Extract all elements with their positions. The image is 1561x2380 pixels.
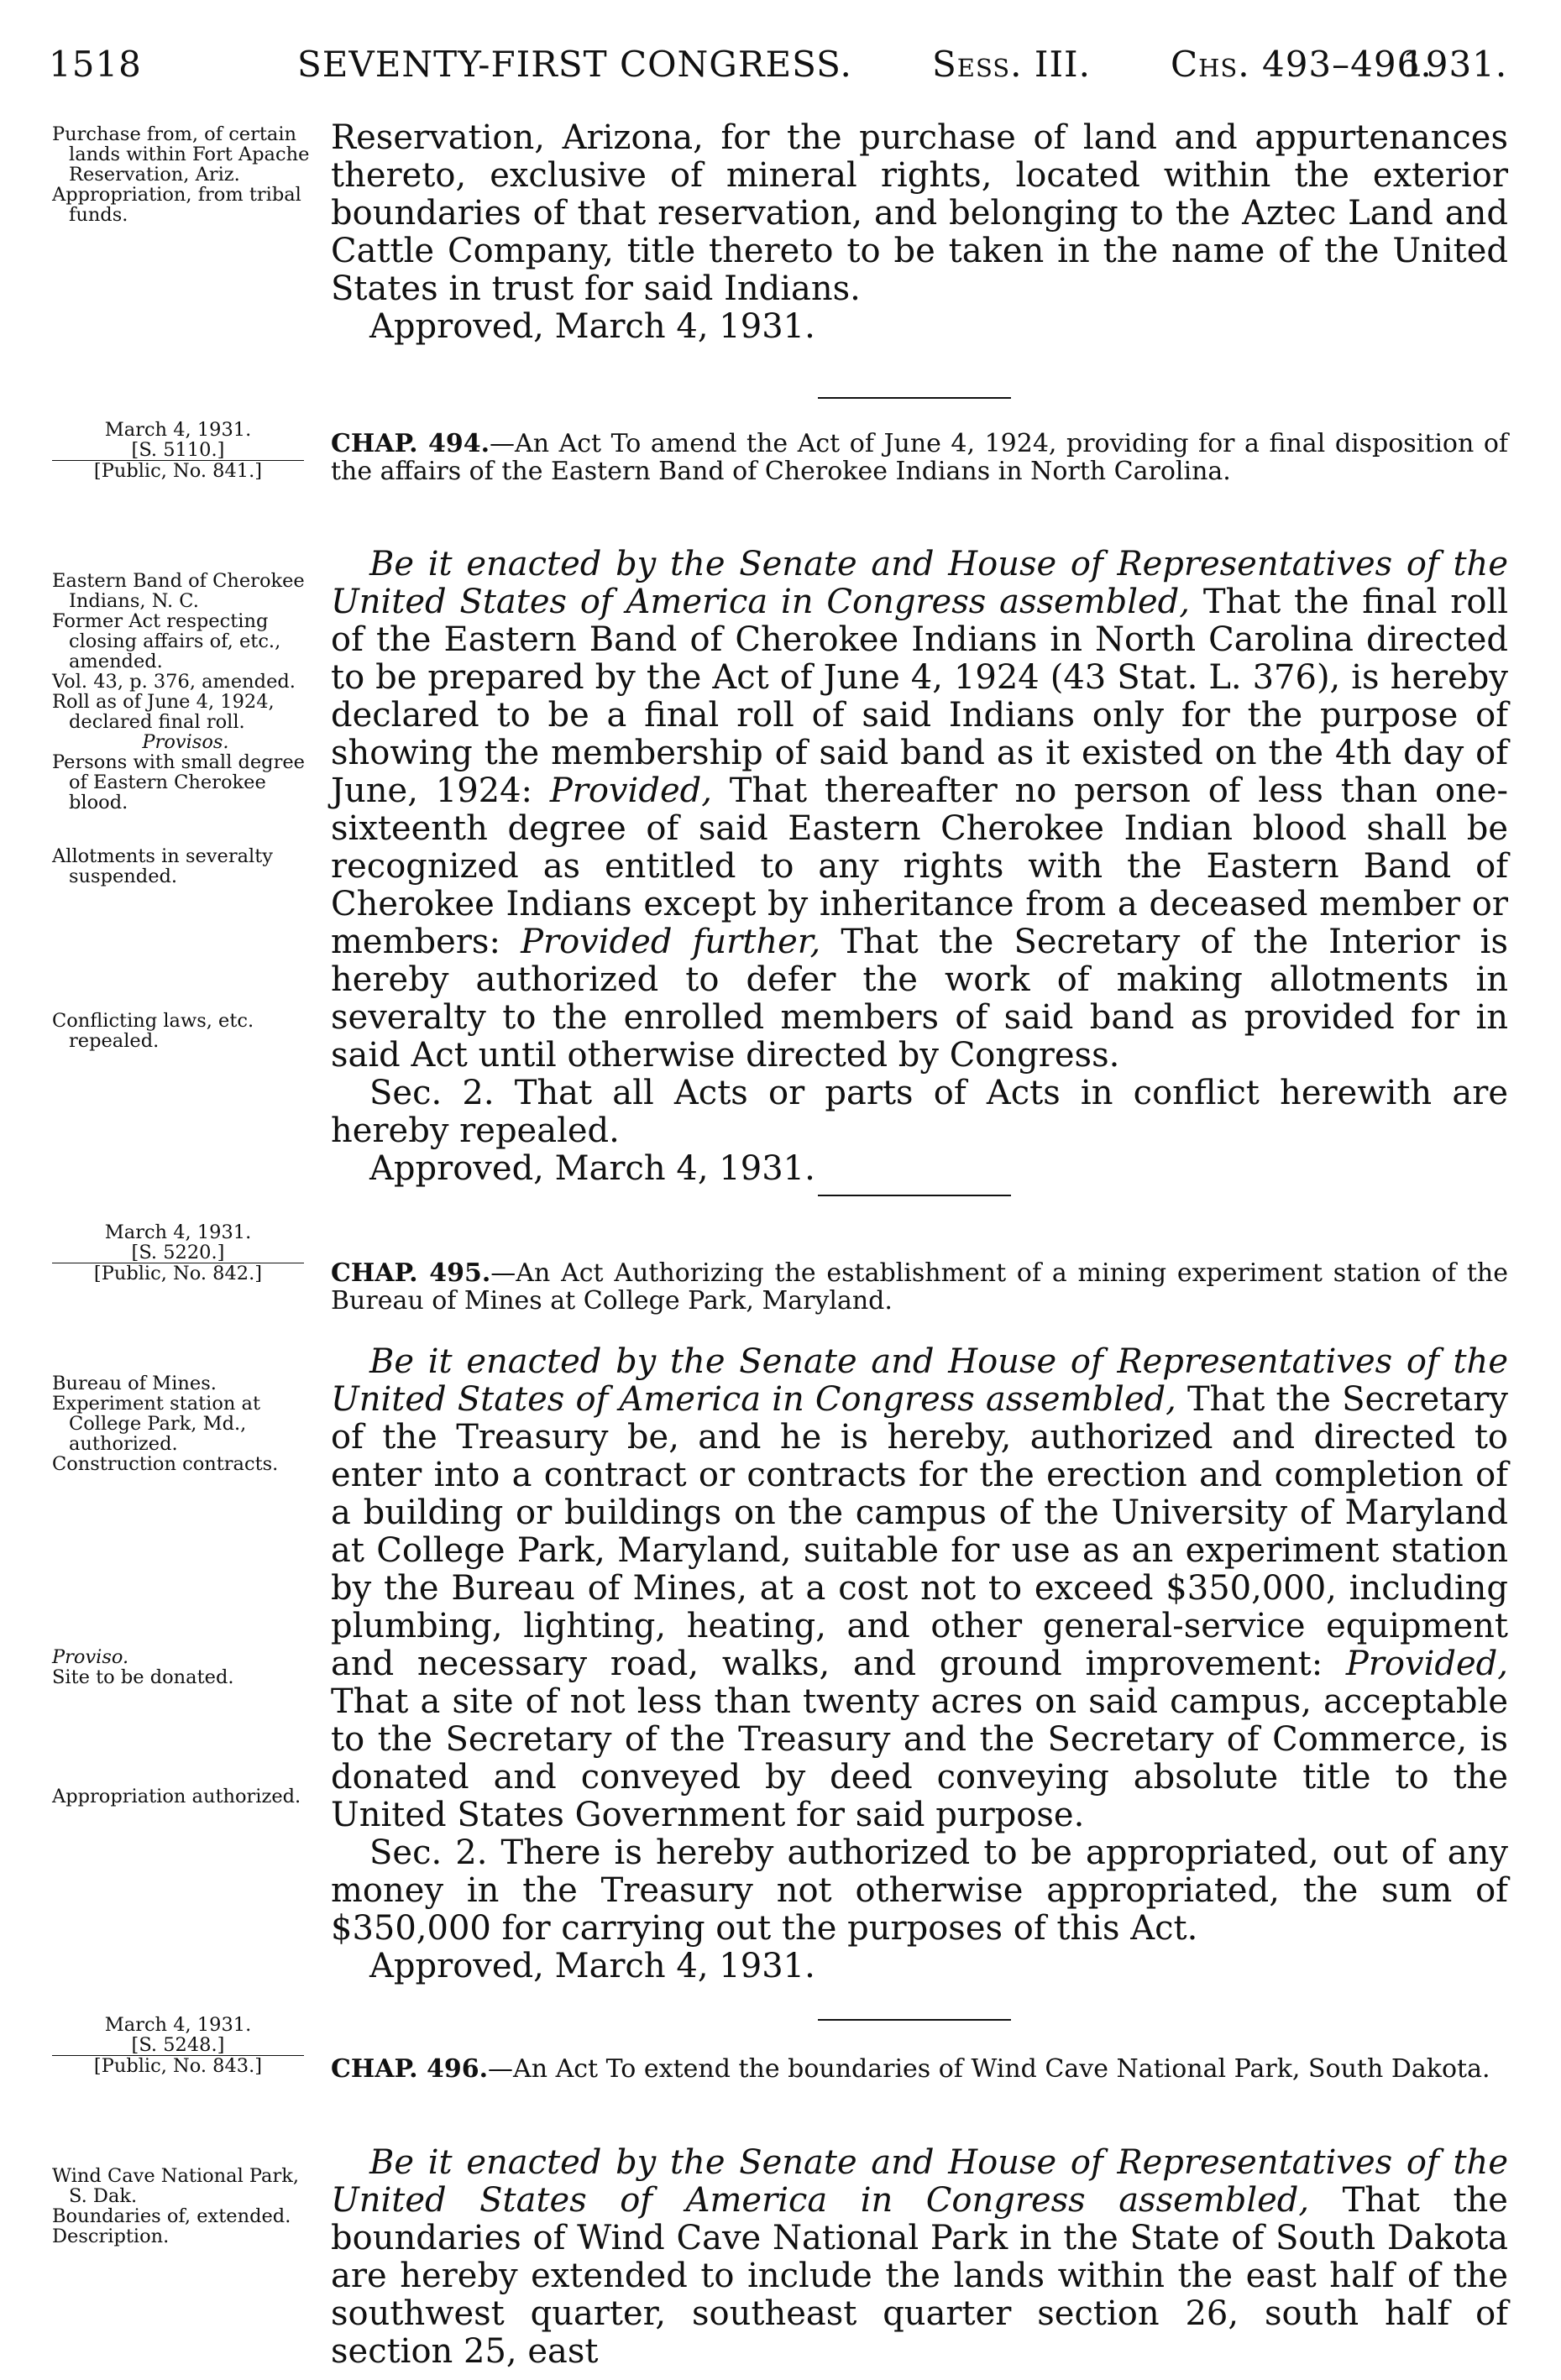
section-divider [818,397,1011,399]
chap496-margin-notes [52,2166,319,2247]
chap496-body [331,2144,1508,2371]
margin-note: Persons with small degree of Eastern Cherokee blood. [52,751,305,813]
margin-note: Roll as of June 4, 1924, declared final roll. [52,691,275,733]
chap496-bill: [S. 5248.] [131,2034,225,2056]
margin-note: Vol. 43, p. 376, amended. [52,671,296,693]
intro-body [331,119,1508,346]
chap494-date: March 4, 1931. [104,419,252,441]
chap495-date: March 4, 1931. [104,1221,252,1243]
chap494-heading [331,430,1508,485]
chap495-margin-notes [52,1373,319,1807]
margin-note: Construction contracts. [52,1453,279,1475]
chap496-enacting-clause: Be it enacted by the Senate and House of Representatives of the United States of America in Congress assembled, [331,2143,1508,2220]
chap495-enacting-clause: Be it enacted by the Senate and House of Representatives of the United States of America in Congress assembled, [331,1342,1508,1419]
chap495-body [331,1343,1508,1985]
chap494-label: CHAP. 494. [331,429,490,458]
chap495-metadata [52,1222,304,1284]
margin-note: Former Act respecting closing affairs of, etc., amended. [52,610,281,672]
chap494-paragraph-1: Be it enacted by the Senate and House of Representatives of the United States of America in Congress assembled, That the final roll of the Eastern Band of Cherokee Indians in North Carolina directed to be prepared by the Act of June 4, 1924 (43 Stat. L. 376), is hereby declared to be a final roll of said Indians only for the purpose of showing the membership of said band as it existed on the 4th day of June, 1924: Provided, That thereafter no person of less than one-sixteenth degree of said Eastern Cherokee Indian blood shall be recognized as entitled to any rights with the Eastern Band of Cherokee Indians except by inheritance from a deceased member or members: Provided further, That the Secretary of the Interior is hereby authorized to defer the work of making allotments in severalty to the enrolled members of said band as provided for in said Act until otherwise directed by Congress. [331,545,1508,1075]
chap496-metadata [52,2015,304,2076]
chap495-bill: [S. 5220.] [131,1242,225,1263]
header-year: 1931. [1402,44,1508,85]
margin-note: Boundaries of, extended. [52,2205,291,2227]
chap496-label: CHAP. 496. [331,2054,489,2084]
section-divider [818,1195,1011,1196]
chap494-section-2: Sec. 2. That all Acts or parts of Acts in conflict herewith are hereby repealed. [331,1074,1508,1150]
chap494-margin-notes [52,571,319,1051]
margin-note: Allotments in severalty suspended. [52,845,273,887]
header-session: Sess. III. [932,44,1091,85]
chap495-approved: Approved, March 4, 1931. [369,1947,815,1985]
chap494-body [331,546,1508,1188]
margin-note: Wind Cave National Park, S. Dak. [52,2165,300,2207]
header-chapters: Chs. 493–496. [1171,44,1433,85]
margin-note: Purchase from, of certain lands within Fort Apache Reservation, Ariz. [52,123,310,186]
chap496-title: —An Act To extend the boundaries of Wind Cave National Park, South Dakota. [488,2054,1490,2084]
chap495-section-2: Sec. 2. There is hereby authorized to be appropriated, out of any money in the Treasury not otherwise appropriated, the sum of $350,000 for carrying out the purposes of this Act. [331,1833,1508,1948]
margin-note: Appropriation authorized. [52,1786,301,1807]
margin-note: Bureau of Mines. [52,1373,217,1394]
intro-margin-notes [52,124,319,225]
chap494-enacting-clause: Be it enacted by the Senate and House of Representatives of the United States of America in Congress assembled, [331,545,1508,621]
margin-note: Provisos. [142,731,229,753]
chap495-title: —An Act Authorizing the establishment of a mining experiment station of the Bureau of Mines at College Park, Maryland. [331,1258,1508,1316]
intro-paragraph: Reservation, Arizona, for the purchase of land and appurtenances thereto, exclusive of mineral rights, located within the exterior boundaries of that reservation, and belonging to the Aztec Land and Cattle Company, title thereto to be taken in the name of the United States in trust for said Indians. [331,118,1508,308]
margin-note: Eastern Band of Cherokee Indians, N. C. [52,570,305,612]
chap495-paragraph-1: Be it enacted by the Senate and House of Representatives of the United States of America in Congress assembled, That the Secretary of the Treasury be, and he is hereby, authorized and directed to enter into a contract or contracts for the erection and completion of a building or buildings on the campus of the University of Maryland at College Park, Maryland, suitable for use as an experiment station by the Bureau of Mines, at a cost not to exceed $350,000, including plumbing, lighting, heating, and other general-service equipment and necessary road, walks, and ground improvement: Provided, That a site of not less than twenty acres on said campus, acceptable to the Secretary of the Treasury and the Secretary of Commerce, is donated and conveyed by deed conveying absolute title to the United States Government for said purpose. [331,1342,1508,1834]
chap496-heading [331,2055,1508,2083]
chap496-paragraph-1: Be it enacted by the Senate and House of Representatives of the United States of America in Congress assembled, That the boundaries of Wind Cave National Park in the State of South Dakota are hereby extended to include the lands within the east half of the southwest quarter, southeast quarter section 26, south half of section 25, east [331,2143,1508,2371]
margin-note: Description. [52,2226,170,2247]
chap495-heading [331,1259,1508,1315]
chap494-bill: [S. 5110.] [131,439,225,461]
margin-note: Conflicting laws, etc. repealed. [52,1010,254,1052]
chap494-approved: Approved, March 4, 1931. [369,1149,815,1188]
running-header [49,35,1510,94]
section-divider [818,2019,1011,2021]
chap495-public-law: [Public, No. 842.] [52,1263,304,1284]
chap495-label: CHAP. 495. [331,1258,491,1288]
chap496-public-law: [Public, No. 843.] [52,2055,304,2076]
intro-approved: Approved, March 4, 1931. [369,307,815,346]
page-number: 1518 [49,44,142,85]
margin-note: Appropriation, from tribal funds. [52,184,301,226]
margin-note: Site to be donated. [52,1666,234,1688]
margin-note: Proviso. [52,1646,129,1668]
margin-note: Experiment station at College Park, Md., authorized. [52,1393,261,1455]
header-title: SEVENTY-FIRST CONGRESS. [297,44,852,85]
chap494-title: —An Act To amend the Act of June 4, 1924, providing for a final disposition of the affairs of the Eastern Band of Cherokee Indians in North Carolina. [331,429,1508,486]
chap496-date: March 4, 1931. [104,2014,252,2036]
chap494-metadata [52,420,304,481]
chap494-public-law: [Public, No. 841.] [52,460,304,481]
